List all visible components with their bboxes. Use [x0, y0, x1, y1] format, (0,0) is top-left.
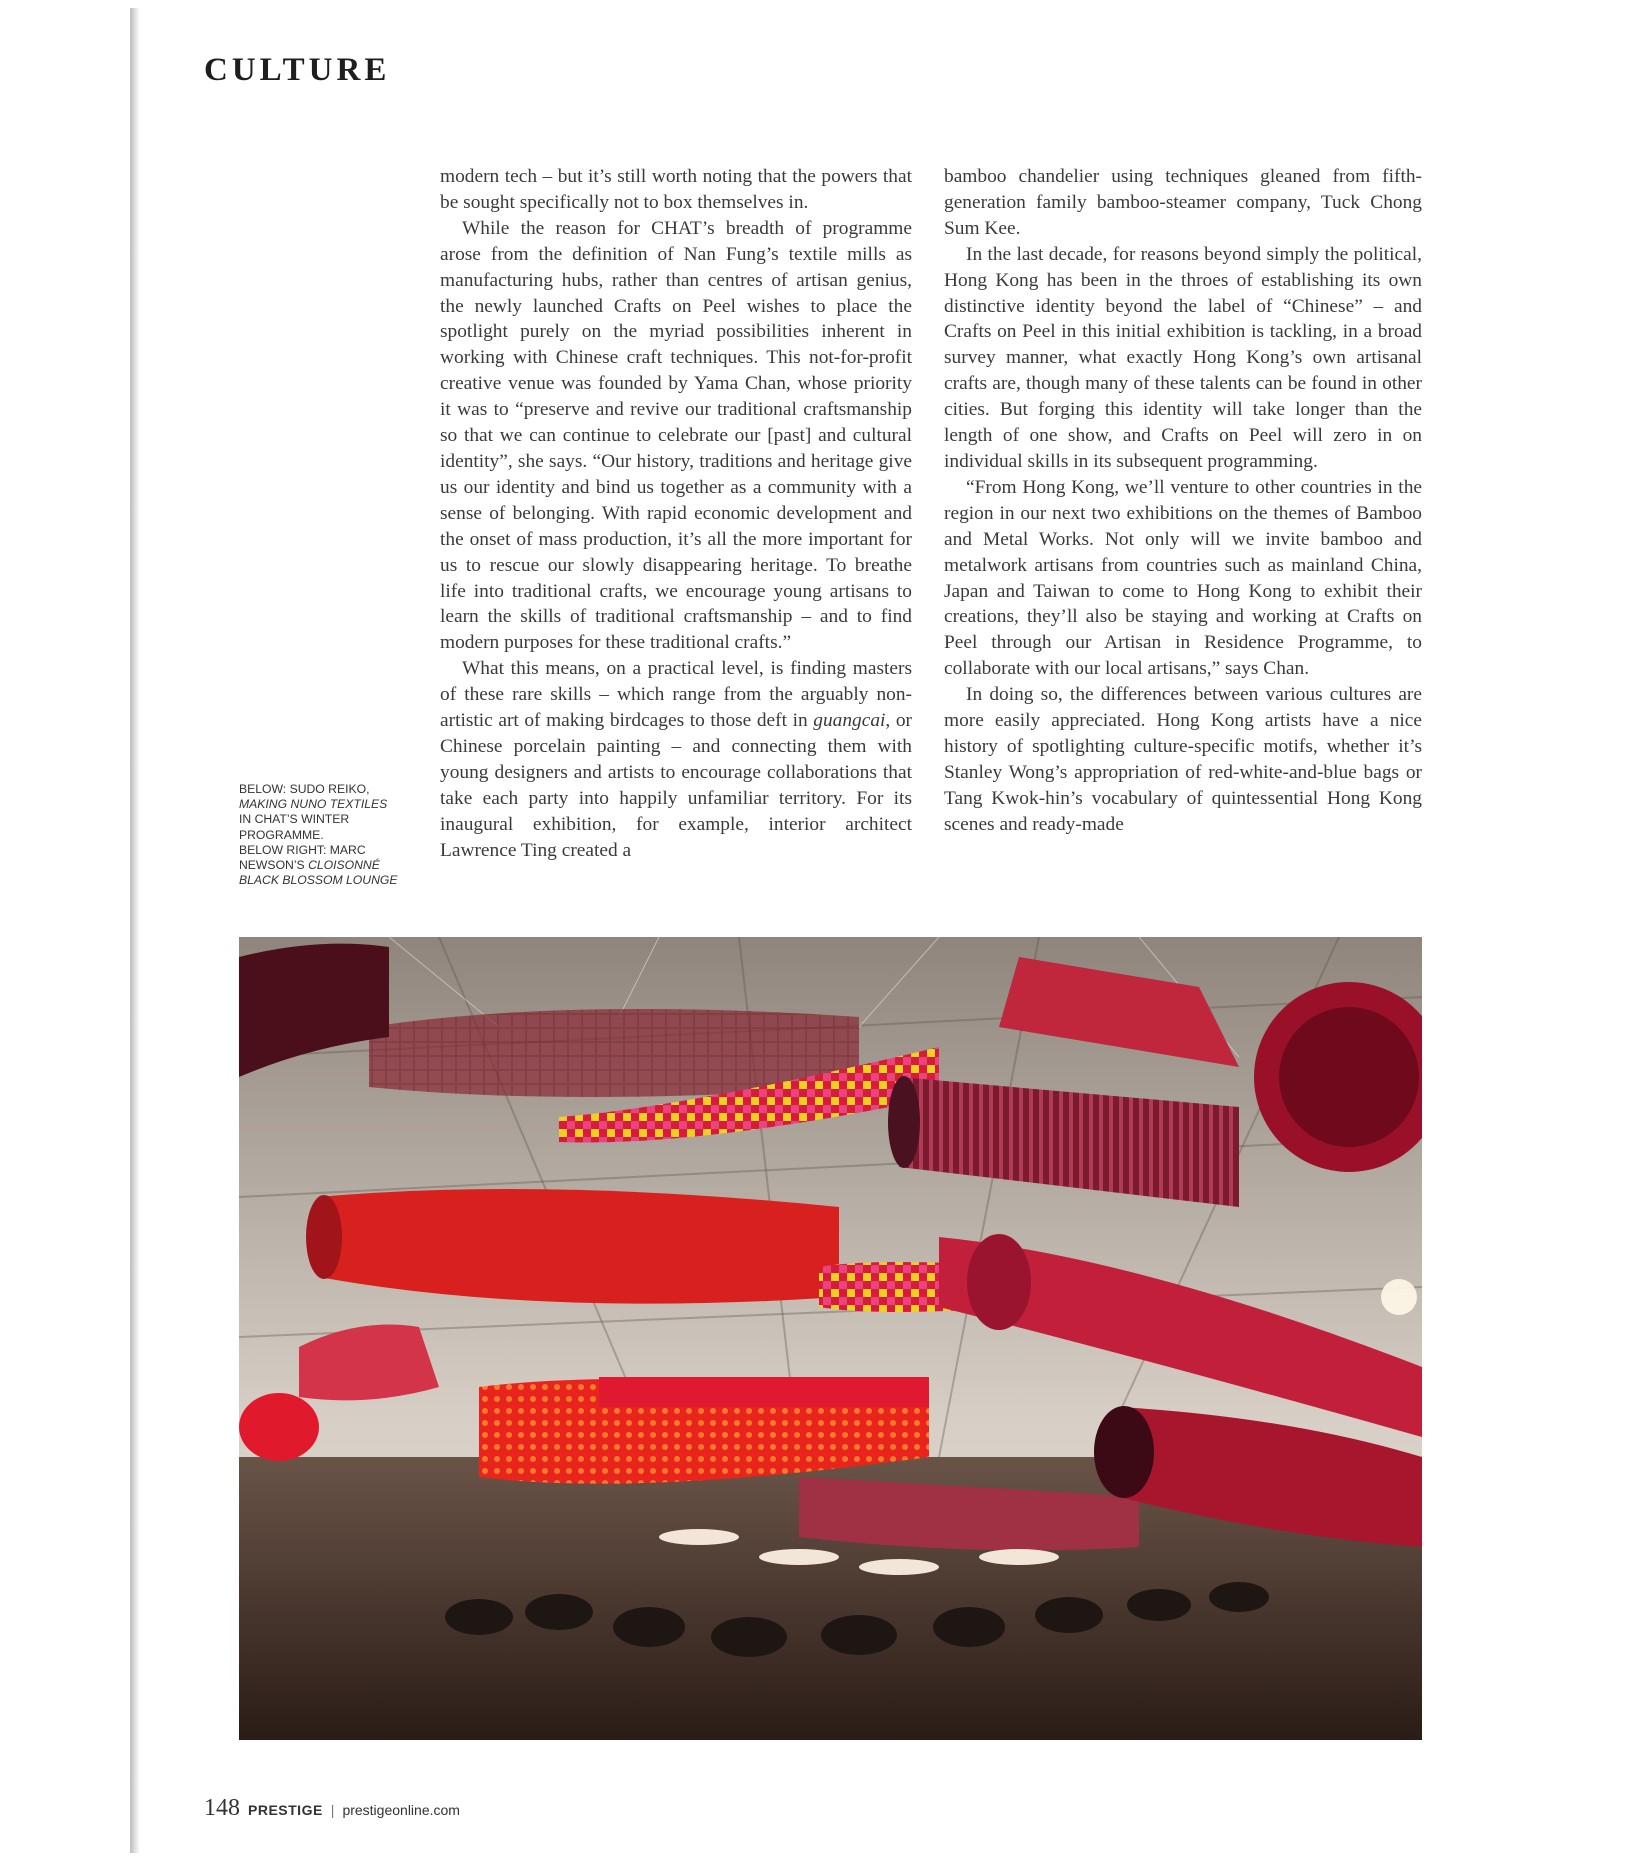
text-run: What this means, on a practical level, is finding masters of these rare skills – which range from the arguably non-artistic art of making birdcages to those deft in — [440, 658, 912, 732]
italic-term: guangcai — [813, 710, 886, 732]
caption-text: IN CHAT’S WINTER PROGRAMME. — [239, 812, 350, 842]
footer-separator: | — [330, 1802, 335, 1818]
page-spine-shadow — [130, 8, 140, 1853]
caption-text: BELOW: SUDO REIKO, — [239, 782, 370, 796]
light-flare — [1381, 1279, 1417, 1315]
textile-tube — [319, 1189, 839, 1304]
article-column-1 — [440, 164, 912, 863]
text-run: , or Chinese porcelain painting – and connecting them with young designers and artists to encourage collaborations that take each party into happily unfamiliar territory. For its inaugural exhibition, for example, interior architect Lawrence Ting created a — [440, 710, 912, 861]
paragraph: In doing so, the differences between various cultures are more easily appreciated. Hong Kong artists have a nice history of spotlighting culture-specific motifs, whether it’s Stanley Wong’s appropriation of red-white-and-blue bags or Tang Kwok-hin’s vocabulary of quintessential Hong Kong scenes and ready-made — [944, 684, 1422, 835]
section-title: CULTURE — [204, 52, 391, 88]
paragraph: bamboo chandelier using techniques gleaned from fifth-generation family bamboo-steamer company, Tuck Chong Sum Kee. — [944, 166, 1422, 239]
photo-caption — [239, 782, 409, 888]
website-link[interactable]: prestigeonline.com — [342, 1802, 460, 1818]
page-footer — [204, 1795, 460, 1822]
paragraph — [440, 656, 912, 863]
magazine-brand: PRESTIGE — [248, 1802, 323, 1818]
paragraph: While the reason for CHAT’s breadth of programme arose from the definition of Nan Fung’s textile mills as manufacturing hubs, rather than centres of artisan genius, the newly launched Crafts on Peel wishes to place the spotlight purely on the myriad possibilities inherent in working with Chinese craft techniques. This not-for-profit creative venue was founded by Yama Chan, whose priority it was to “preserve and revive our traditional craftsmanship so that we can continue to celebrate our [past] and cultural identity”, she says. “Our history, traditions and heritage give us our identity and bind us together as a community with a sense of belonging. With rapid economic development and the onset of mass production, it’s all the more important for us to rescue our slowly disappearing heritage. To breathe life into traditional crafts, we encourage young artisans to learn the skills of traditional craftsmanship – and to find modern purposes for these traditional crafts.” — [440, 217, 912, 654]
caption-italic: MAKING NUNO TEXTILES — [239, 797, 388, 812]
paragraph: “From Hong Kong, we’ll venture to other countries in the region in our next two exhibitions on the themes of Bamboo and Metal Works. Not only will we invite bamboo and metalwork artisans from countries such as mainland China, Japan and Taiwan to come to Hong Kong to exhibit their creations, they’ll also be staying and working at Crafts on Peel through our Artisan in Residence Programme, to collaborate with our local artisans,” says Chan. — [944, 476, 1422, 680]
article-column-2 — [944, 164, 1422, 838]
paragraph: modern tech – but it’s still worth noting that the powers that be sought specifically not to box themselves in. — [440, 166, 912, 213]
caption-text: BELOW RIGHT: MARC NEWSON’S — [239, 842, 366, 873]
textile-drum — [239, 1393, 319, 1461]
caption-italic: CLOISONNÉ BLACK BLOSSOM LOUNGE — [239, 858, 398, 888]
textile-installation-illustration — [239, 937, 1422, 1740]
page-number: 148 — [204, 1795, 240, 1821]
paragraph: In the last decade, for reasons beyond simply the political, Hong Kong has been in the throes of establishing its own distinctive identity beyond the label of “Chinese” – and Crafts on Peel in this initial exhibition is tackling, in a broad survey manner, what exactly Hong Kong’s own artisanal crafts are, though many of these talents can be found in other cities. But forging this identity will take longer than the length of one show, and Crafts on Peel will zero in on individual skills in its subsequent programming. — [944, 243, 1422, 472]
exhibition-photo — [239, 937, 1422, 1740]
